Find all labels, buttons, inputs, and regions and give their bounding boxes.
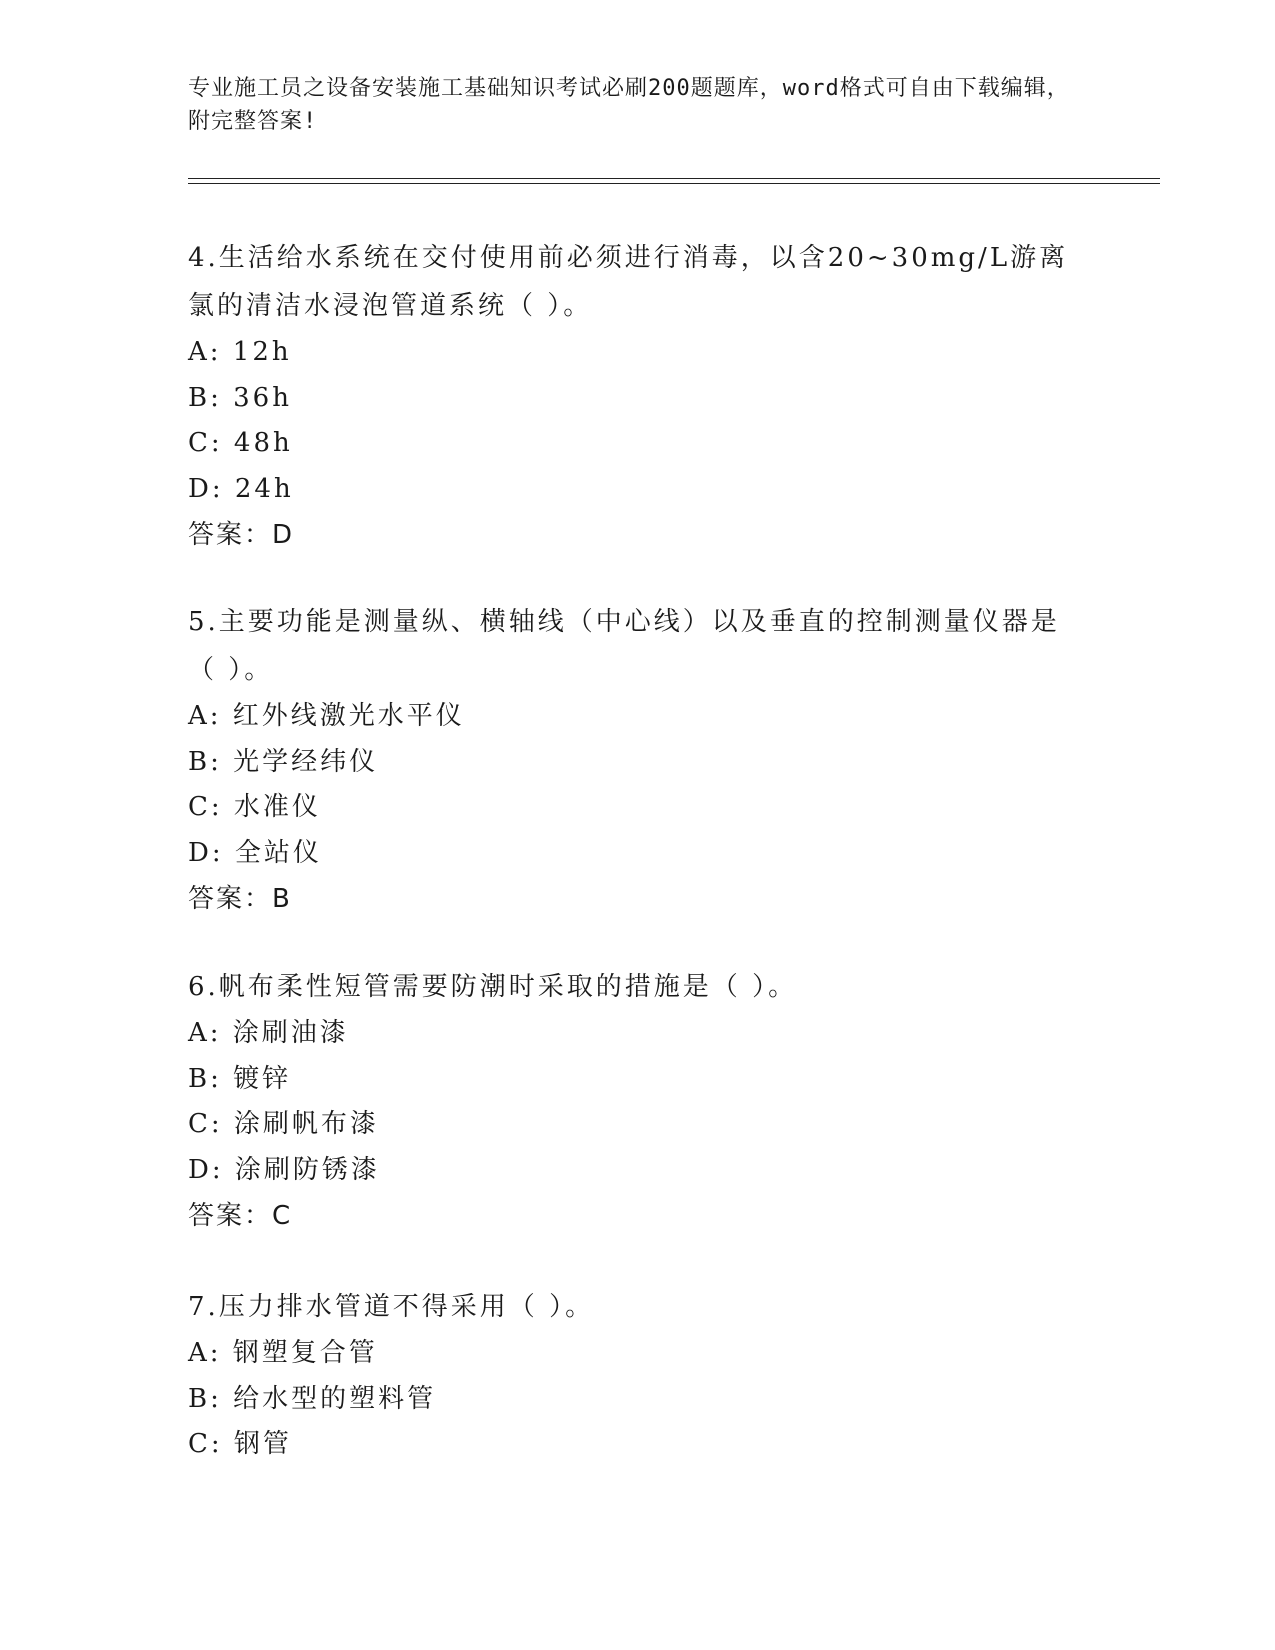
header-divider-top [188, 178, 1160, 179]
header-divider-bottom [188, 183, 1160, 184]
question-stem: 5.主要功能是测量纵、横轴线（中心线）以及垂直的控制测量仪器是（ ）。 [188, 607, 1060, 685]
option-d: D: 涂刷防锈漆 [188, 1154, 380, 1185]
question-4 [188, 234, 1088, 558]
question-stem: 7.压力排水管道不得采用（ ）。 [188, 1292, 595, 1322]
option-a: A: 红外线激光水平仪 [188, 701, 465, 731]
option-a: A: 钢塑复合管 [188, 1338, 378, 1368]
option-a: A: 涂刷油漆 [188, 1018, 349, 1048]
option-b: B: 镀锌 [188, 1063, 292, 1094]
option-c: C: 钢管 [188, 1429, 292, 1459]
option-c: C: 48h [188, 428, 293, 458]
question-stem: 4.生活给水系统在交付使用前必须进行消毒，以含20~30mg/L游离氯的清洁水浸泡管道系统（ ）。 [188, 243, 1069, 321]
option-d: D: 全站仪 [188, 837, 322, 868]
document-header: 专业施工员之设备安装施工基础知识考试必刷200题题库，word格式可自由下载编辑，附完整答案! [188, 76, 1070, 134]
question-6 [188, 963, 1088, 1239]
answer: 答案：B [188, 884, 292, 914]
question-7 [188, 1283, 1088, 1468]
option-b: B: 光学经纬仪 [188, 746, 379, 777]
option-d: D: 24h [188, 473, 294, 504]
question-5 [188, 598, 1088, 922]
answer: 答案：D [188, 520, 295, 550]
option-c: C: 涂刷帆布漆 [188, 1109, 379, 1139]
option-c: C: 水准仪 [188, 792, 321, 822]
question-stem: 6.帆布柔性短管需要防潮时采取的措施是（ ）。 [188, 972, 798, 1002]
option-b: B: 36h [188, 382, 292, 413]
option-b: B: 给水型的塑料管 [188, 1383, 437, 1414]
option-a: A: 12h [188, 337, 292, 367]
answer: 答案：C [188, 1201, 293, 1231]
